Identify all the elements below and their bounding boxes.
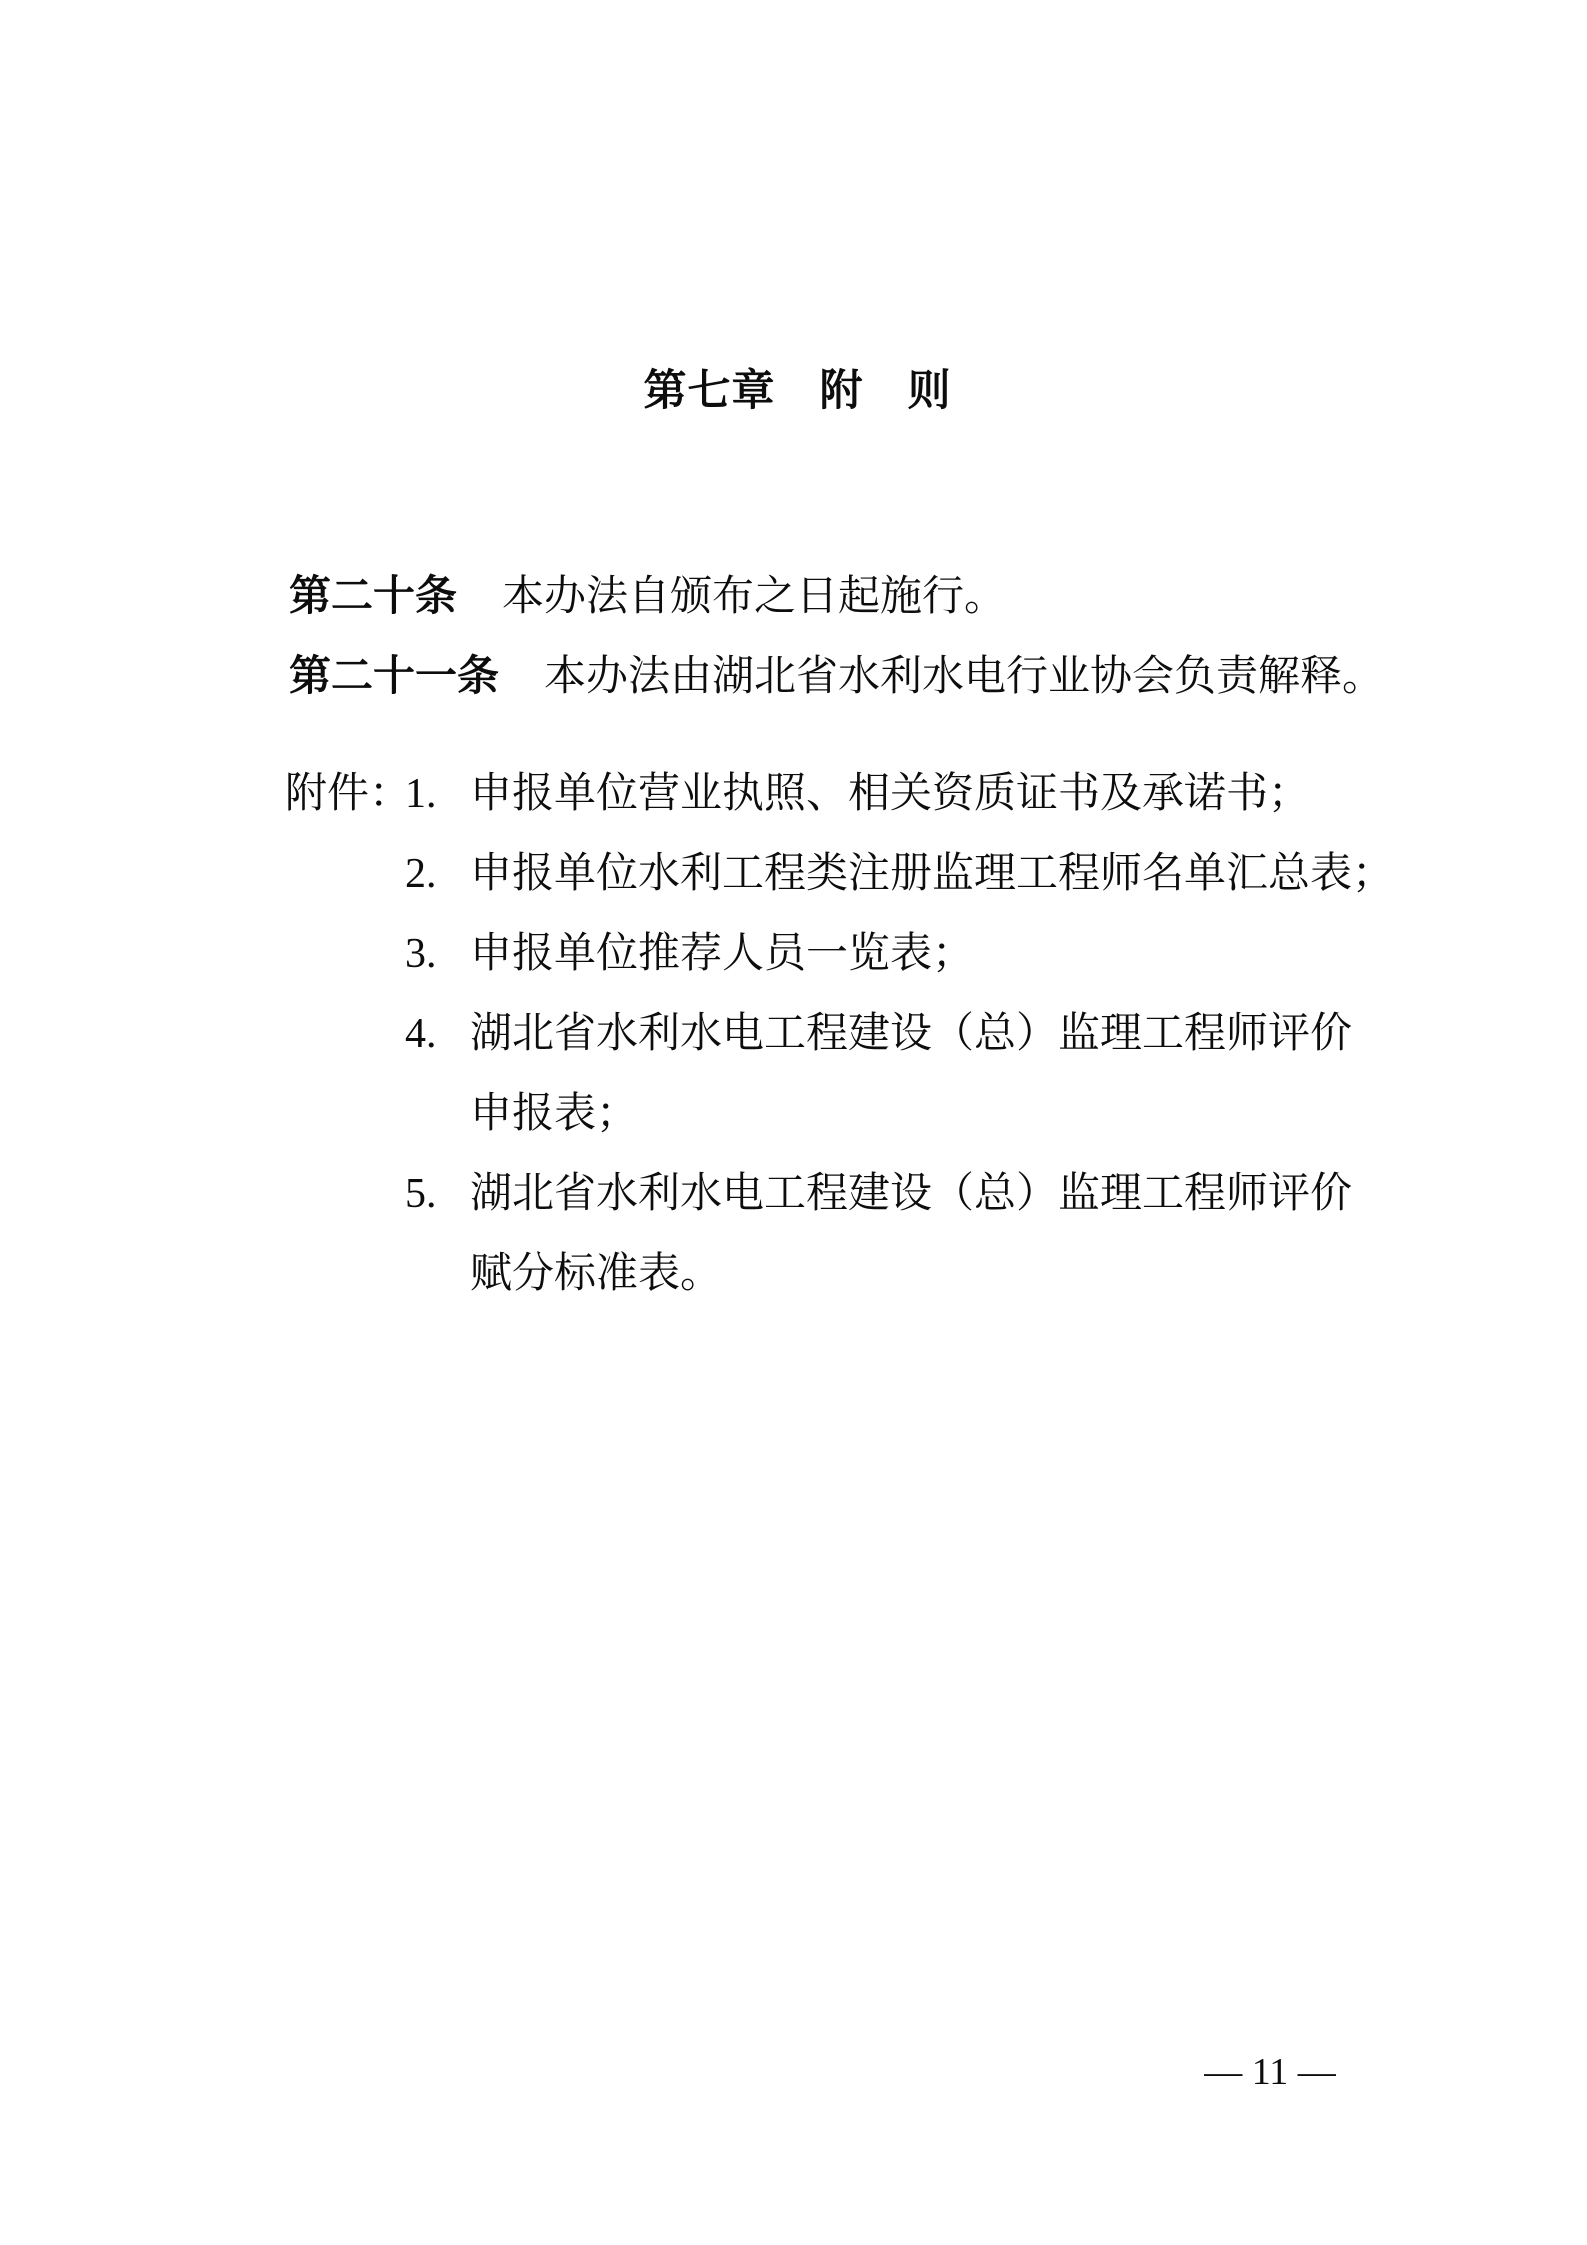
article-20-number: 第二十条 — [289, 572, 458, 619]
attachment-row-continuation — [205, 1234, 1390, 1314]
article-20 — [205, 556, 1390, 637]
attachment-row — [205, 754, 1390, 834]
article-20-text: 本办法自颁布之日起施行。 — [502, 574, 1007, 620]
attachment-item-number — [405, 1074, 470, 1154]
attachment-item-number: 4. — [405, 1011, 437, 1057]
article-21-text: 本办法由湖北省水利水电行业协会负责解释。 — [544, 654, 1385, 700]
attachment-item-text: 申报表； — [470, 1091, 639, 1137]
attachment-row-continuation — [205, 1074, 1390, 1154]
attachment-item-number: 5. — [405, 1171, 437, 1217]
attachment-label — [285, 994, 405, 1074]
attachment-item-number: 2. — [405, 851, 437, 897]
article-21-number: 第二十一条 — [289, 652, 500, 699]
attachment-row — [205, 914, 1390, 994]
attachment-label — [285, 834, 405, 914]
attachment-item-text: 申报单位营业执照、相关资质证书及承诺书； — [470, 771, 1311, 817]
attachment-item-text: 申报单位推荐人员一览表； — [470, 931, 975, 977]
attachment-item-text: 赋分标准表。 — [470, 1251, 723, 1297]
attachment-list — [205, 754, 1395, 1314]
attachment-item-number: 3. — [405, 931, 437, 977]
attachment-item-number: 1. — [405, 771, 437, 817]
chapter-title: 第七章 附 则 — [643, 367, 952, 415]
attachment-row — [205, 834, 1395, 914]
attachment-label — [285, 1234, 405, 1314]
attachment-item-text: 湖北省水利水电工程建设（总）监理工程师评价 — [470, 1171, 1353, 1217]
attachment-label: 附件： — [285, 771, 412, 817]
article-21 — [205, 636, 1390, 717]
attachment-label — [285, 1074, 405, 1154]
attachment-item-text: 湖北省水利水电工程建设（总）监理工程师评价 — [470, 1011, 1353, 1057]
attachment-label — [285, 914, 405, 994]
attachment-label — [285, 1154, 405, 1234]
attachment-item-number — [405, 1234, 470, 1314]
attachment-row — [205, 994, 1390, 1074]
attachment-item-text: 申报单位水利工程类注册监理工程师名单汇总表； — [470, 851, 1395, 897]
page-number: — 11 — — [1204, 2051, 1336, 2093]
attachment-row — [205, 1154, 1390, 1234]
